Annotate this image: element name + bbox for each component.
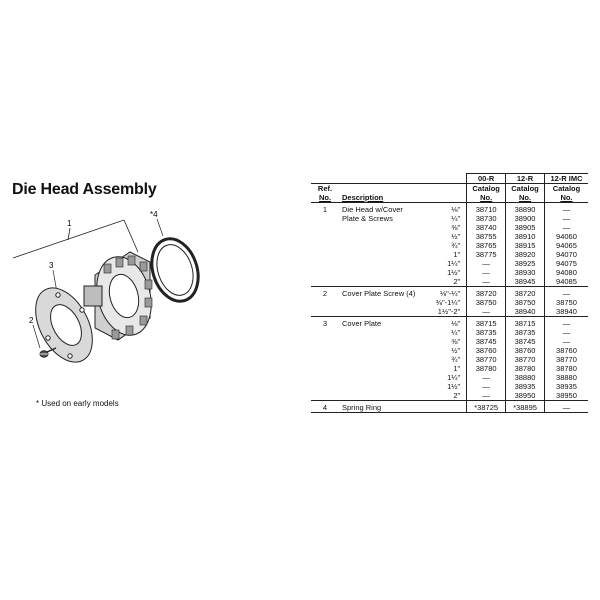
catalog-00r-cell: 38740 — [467, 223, 506, 232]
table-row — [311, 328, 588, 337]
table-row — [311, 364, 588, 373]
catalog-00r-cell: — — [467, 307, 506, 317]
catalog-12r-cell: 38910 — [506, 232, 545, 241]
catalog-12rimc-cell: — — [544, 203, 588, 215]
ref-no-cell: 2 — [322, 289, 328, 298]
ref-no-cell — [311, 241, 339, 250]
description-cell — [339, 391, 428, 401]
catalog-12rimc-cell: 38750 — [544, 298, 588, 307]
size-cell: ½" — [451, 232, 461, 241]
description-cell — [339, 382, 428, 391]
size-cell: 1" — [453, 250, 461, 259]
description-cell: Cover Plate Screw (4) — [342, 289, 416, 298]
catalog-12r-cell: 38950 — [506, 391, 545, 401]
catalog-00r-cell: — — [467, 277, 506, 287]
catalog-12rimc-cell: 38950 — [544, 391, 588, 401]
table-row — [311, 346, 588, 355]
catalog-00r-cell: — — [467, 382, 506, 391]
header-row-series — [311, 174, 588, 184]
catalog-00r-cell: 38745 — [467, 337, 506, 346]
cover-plate-screw — [40, 348, 56, 357]
ref-no-cell — [311, 268, 339, 277]
ref-no-cell — [311, 214, 339, 223]
catalog-12r-cell: 38720 — [506, 287, 545, 299]
table-row — [311, 241, 588, 250]
catalog-12r-cell: 38890 — [506, 203, 545, 215]
spring-ring — [144, 233, 206, 307]
callout-label-4: *4 — [150, 210, 158, 219]
table-row — [311, 391, 588, 401]
catalog-00r-cell: — — [467, 259, 506, 268]
table-row — [311, 259, 588, 268]
description-cell — [339, 241, 428, 250]
catalog-12r-cell: 38935 — [506, 382, 545, 391]
size-cell: 1" — [453, 364, 461, 373]
description-cell — [339, 373, 428, 382]
catalog-12rimc-cell: 38880 — [544, 373, 588, 382]
description-cell: Spring Ring — [339, 401, 428, 413]
catalog-12r-cell: 38900 — [506, 214, 545, 223]
catalog-00r-cell: 38760 — [467, 346, 506, 355]
ref-no-cell — [311, 355, 339, 364]
page-title: Die Head Assembly — [12, 181, 157, 198]
description-cell — [339, 250, 428, 259]
description-cell: Plate & Screws — [342, 214, 393, 223]
col-description: Description — [342, 193, 384, 202]
table-row — [311, 373, 588, 382]
size-cell: ¼" — [451, 328, 461, 337]
description-cell — [339, 328, 428, 337]
size-cell: ⅜" — [451, 223, 461, 232]
description-cell — [339, 259, 428, 268]
size-cell: ⅛" — [451, 319, 461, 328]
ref-no-cell: 4 — [311, 401, 339, 413]
ref-no-cell — [311, 328, 339, 337]
catalog-12rimc-cell: — — [544, 317, 588, 329]
table-row — [311, 317, 588, 329]
header-row-catalog — [311, 184, 588, 194]
table-row — [311, 223, 588, 232]
description-cell — [339, 355, 428, 364]
col-12r-series: 12-R — [506, 174, 545, 184]
catalog-12rimc-cell: — — [544, 214, 588, 223]
callout-label-3: 3 — [49, 261, 54, 270]
ref-no-cell — [311, 337, 339, 346]
size-cell: ⅛"-¼" — [439, 289, 461, 298]
size-cell: 2" — [428, 391, 466, 401]
description-cell — [339, 232, 428, 241]
table-row — [311, 401, 588, 413]
size-cell: ⅜" — [451, 337, 461, 346]
ref-no-cell — [311, 232, 339, 241]
catalog-12r-cell: 38750 — [506, 298, 545, 307]
size-cell: 2" — [428, 277, 466, 287]
catalog-00r-cell: 38780 — [467, 364, 506, 373]
catalog-12rimc-cell: — — [544, 401, 588, 413]
size-cell: ¼" — [451, 214, 461, 223]
table-row — [311, 214, 588, 223]
table-row — [311, 355, 588, 364]
catalog-12rimc-cell: 38780 — [544, 364, 588, 373]
size-cell: ⅛" — [451, 205, 461, 214]
catalog-00r-cell: — — [467, 373, 506, 382]
catalog-12rimc-cell: 38940 — [544, 307, 588, 317]
catalog-12r-cell: 38945 — [506, 277, 545, 287]
ref-no-cell — [311, 346, 339, 355]
table-row — [311, 232, 588, 241]
table-row — [311, 382, 588, 391]
ref-no-cell — [311, 307, 339, 317]
table-row — [311, 307, 588, 317]
table-row — [311, 287, 588, 299]
catalog-00r-cell: 38735 — [467, 328, 506, 337]
die-head-body — [84, 251, 159, 342]
catalog-00r-cell: 38710 — [467, 203, 506, 215]
catalog-00r-cell: 38775 — [467, 250, 506, 259]
ref-no-cell: 3 — [322, 319, 328, 328]
size-cell: ¾" — [451, 241, 461, 250]
description-cell — [339, 346, 428, 355]
col-ref-no: No. — [318, 193, 332, 202]
catalog-12r-cell: 38930 — [506, 268, 545, 277]
catalog-00r-cell: *38725 — [467, 401, 506, 413]
catalog-12rimc-cell: 94075 — [544, 259, 588, 268]
catalog-12r-cell: 38880 — [506, 373, 545, 382]
ref-no-cell — [311, 259, 339, 268]
catalog-00r-cell: 38770 — [467, 355, 506, 364]
callout-label-1: 1 — [67, 219, 72, 228]
size-cell: 1¼" — [447, 373, 461, 382]
catalog-12r-cell: 38745 — [506, 337, 545, 346]
catalog-12r-cell: 38920 — [506, 250, 545, 259]
size-cell: 1½" — [447, 382, 461, 391]
catalog-12r-cell: 38915 — [506, 241, 545, 250]
size-cell: ⅜"-1¼" — [435, 298, 461, 307]
ref-no-cell — [311, 373, 339, 382]
die-head-exploded-diagram — [0, 200, 260, 390]
col-ref-label: Ref. — [317, 184, 333, 193]
description-cell — [339, 223, 428, 232]
callout-bracket-1 — [13, 220, 138, 258]
table-row — [311, 337, 588, 346]
ref-no-cell — [311, 382, 339, 391]
catalog-12r-cell: 38905 — [506, 223, 545, 232]
table-row — [311, 250, 588, 259]
ref-no-cell — [311, 250, 339, 259]
catalog-12rimc-cell: 38760 — [544, 346, 588, 355]
catalog-00r-cell: 38720 — [467, 287, 506, 299]
catalog-12rimc-cell: 38935 — [544, 382, 588, 391]
description-cell: Cover Plate — [342, 319, 382, 328]
ref-no-cell — [311, 298, 339, 307]
catalog-12rimc-cell: 94060 — [544, 232, 588, 241]
catalog-12r-cell: *38895 — [506, 401, 545, 413]
col-12rimc-series: 12-R IMC — [544, 174, 588, 184]
description-cell — [339, 337, 428, 346]
catalog-12r-cell: 38925 — [506, 259, 545, 268]
catalog-12r-cell: 38760 — [506, 346, 545, 355]
table-row — [311, 203, 588, 215]
ref-no-cell — [311, 223, 339, 232]
parts-table-body — [311, 203, 588, 413]
catalog-12rimc-cell: — — [544, 337, 588, 346]
ref-no-cell — [311, 277, 339, 287]
catalog-00r-cell: 38765 — [467, 241, 506, 250]
col-12r-catalog: Catalog — [506, 184, 545, 194]
col-12rimc-no: No. — [560, 193, 573, 202]
col-00r-series: 00-R — [467, 174, 506, 184]
callout-leader-4 — [157, 219, 163, 236]
catalog-12rimc-cell: 94085 — [544, 277, 588, 287]
catalog-12r-cell: 38940 — [506, 307, 545, 317]
catalog-12rimc-cell: 94070 — [544, 250, 588, 259]
catalog-00r-cell: 38750 — [467, 298, 506, 307]
size-cell: 1¼" — [447, 259, 461, 268]
col-12rimc-catalog: Catalog — [544, 184, 588, 194]
description-cell — [339, 307, 428, 317]
catalog-12r-cell: 38735 — [506, 328, 545, 337]
catalog-12rimc-cell: 38770 — [544, 355, 588, 364]
col-12r-no: No. — [518, 193, 532, 202]
size-cell: 1½"-2" — [428, 307, 466, 317]
col-00r-catalog: Catalog — [467, 184, 506, 194]
size-cell: 1½" — [447, 268, 461, 277]
catalog-12r-cell: 38715 — [506, 317, 545, 329]
description-cell: Die Head w/Cover — [342, 205, 403, 214]
catalog-00r-cell: 38730 — [467, 214, 506, 223]
size-cell: ½" — [451, 346, 461, 355]
table-row — [311, 268, 588, 277]
col-00r-no: No. — [480, 193, 493, 202]
catalog-00r-cell: 38755 — [467, 232, 506, 241]
footnote-early-models: * Used on early models — [36, 399, 119, 408]
catalog-12rimc-cell: 94065 — [544, 241, 588, 250]
catalog-00r-cell: — — [467, 268, 506, 277]
header-row-no — [311, 193, 588, 203]
description-cell — [339, 268, 428, 277]
catalog-12r-cell: 38770 — [506, 355, 545, 364]
size-cell: ¾" — [451, 355, 461, 364]
catalog-12rimc-cell: — — [544, 328, 588, 337]
description-cell — [339, 277, 428, 287]
ref-no-cell: 1 — [322, 205, 328, 214]
table-row — [311, 298, 588, 307]
description-cell — [339, 364, 428, 373]
ref-no-cell — [311, 364, 339, 373]
ref-no-cell — [311, 391, 339, 401]
catalog-12rimc-cell: 94080 — [544, 268, 588, 277]
catalog-12rimc-cell: — — [544, 287, 588, 299]
catalog-00r-cell: — — [467, 391, 506, 401]
table-row — [311, 277, 588, 287]
parts-table — [311, 173, 588, 413]
size-cell — [428, 401, 466, 413]
catalog-00r-cell: 38715 — [467, 317, 506, 329]
description-cell — [339, 298, 428, 307]
catalog-12r-cell: 38780 — [506, 364, 545, 373]
callout-label-2: 2 — [29, 316, 34, 325]
catalog-12rimc-cell: — — [544, 223, 588, 232]
